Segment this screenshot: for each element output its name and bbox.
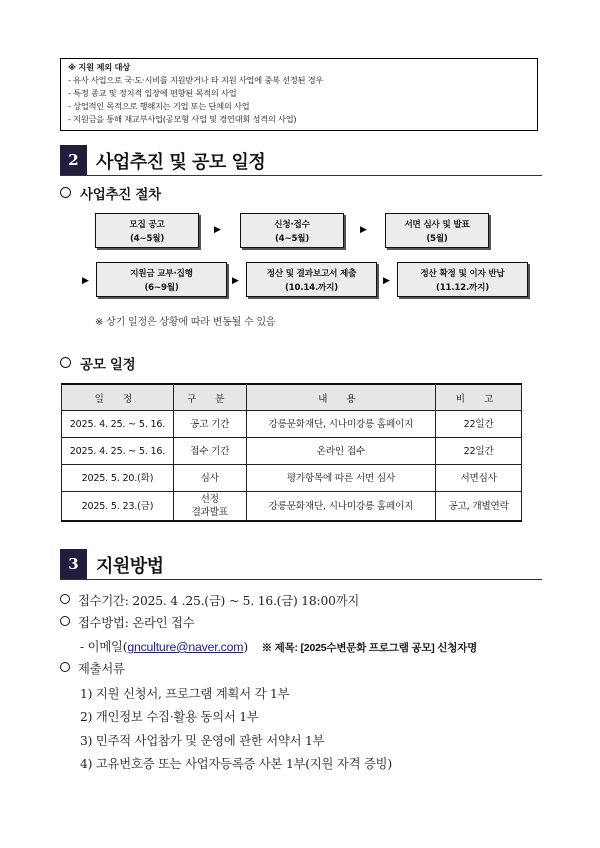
exclusion-title: ※ 지원 제외 대상 <box>68 62 130 72</box>
exclusion-box <box>60 58 538 131</box>
cell-type: 선정 결과발표 <box>173 492 246 522</box>
arrow-right-icon: ▶ <box>232 276 239 286</box>
section-number: 3 <box>60 549 87 579</box>
flow-step-review: 서면 심사 및 발표 (5월) <box>385 213 489 248</box>
header-type: 구 분 <box>173 384 246 411</box>
document-item: 1) 지원 신청서, 프로그램 계획서 각 1부 <box>80 687 290 701</box>
cell-date: 2025. 4. 25. ~ 5. 16. <box>62 438 174 465</box>
email-link[interactable]: gnculture@naver.com <box>127 640 244 654</box>
arrow-right-icon: ▶ <box>383 276 390 286</box>
arrow-right-icon: ▶ <box>214 225 221 235</box>
section-2-header <box>60 145 542 176</box>
exclusion-item: - 특정 종교 및 정치적 입장에 편향된 목적의 사업 <box>68 88 237 98</box>
circle-bullet-icon <box>60 187 71 198</box>
cell-content: 온라인 접수 <box>246 438 436 465</box>
flow-step-settlement-report: 정산 및 결과보고서 제출 (10.14.까지) <box>246 262 377 297</box>
cell-type: 공고 기간 <box>173 411 246 438</box>
document-item: 4) 고유번호증 또는 사업자등록증 사본 1부(지원 자격 증빙) <box>80 757 392 771</box>
email-subject: ※ 제목: [2025수변문화 프로그램 공모] 신청자명 <box>261 642 478 654</box>
circle-bullet-icon <box>60 594 70 604</box>
table-row <box>62 465 522 492</box>
flow-step-apply: 신청·접수 (4~5월) <box>240 213 344 248</box>
header-content: 내 용 <box>246 384 436 411</box>
circle-bullet-icon <box>60 357 71 368</box>
section-title: 사업추진 및 공모 일정 <box>96 152 266 173</box>
exclusion-item: - 상업적인 목적으로 행해지는 기업 또는 단체의 사업 <box>68 101 250 111</box>
cell-note: 22일간 <box>436 411 522 438</box>
cell-date: 2025. 4. 25. ~ 5. 16. <box>62 411 174 438</box>
email-line: - 이메일(gnculture@naver.com) ※ 제목: [2025수변문화 프로그램 공모] 신청자명 <box>80 640 478 654</box>
arrow-right-icon: ▶ <box>82 276 89 286</box>
section-number: 2 <box>60 145 87 175</box>
table-row <box>62 438 522 465</box>
arrow-right-icon: ▶ <box>360 225 367 235</box>
flow-step-settlement-confirm: 정산 확정 및 이자 반납 (11.12.까지) <box>397 262 528 297</box>
exclusion-item: - 지원금을 통해 재교부사업(공모형 사업 및 경연대회 성격의 사업) <box>68 114 297 124</box>
header-note: 비 고 <box>436 384 522 411</box>
procedure-heading: 사업추진 절차 <box>60 183 161 203</box>
table-row <box>62 492 522 522</box>
schedule-note: ※ 상기 일정은 상황에 따라 변동될 수 있음 <box>95 317 276 328</box>
documents-heading: 제출서류 <box>60 659 125 677</box>
cell-type: 심사 <box>173 465 246 492</box>
cell-note: 서면심사 <box>436 465 522 492</box>
flow-step-recruit: 모집 공고 (4~5월) <box>95 213 199 248</box>
section-3-header <box>60 549 542 580</box>
section-title: 지원방법 <box>96 556 164 577</box>
circle-bullet-icon <box>60 616 70 626</box>
cell-date: 2025. 5. 20.(화) <box>62 465 174 492</box>
cell-date: 2025. 5. 23.(금) <box>62 492 174 522</box>
cell-content: 평가항목에 따른 서면 심사 <box>246 465 436 492</box>
cell-content: 강릉문화재단, 시나미강릉 홈페이지 <box>246 492 436 522</box>
schedule-table <box>61 383 522 522</box>
flow-step-grant: 지원금 교부·집행 (6~9월) <box>96 262 227 297</box>
document-item: 2) 개인정보 수집·활용 동의서 1부 <box>80 710 259 724</box>
document-item: 3) 민주적 사업참가 및 운영에 관한 서약서 1부 <box>80 734 325 748</box>
cell-note: 공고, 개별연락 <box>436 492 522 522</box>
application-method: 접수방법: 온라인 접수 <box>60 613 194 631</box>
circle-bullet-icon <box>60 662 70 672</box>
exclusion-item: - 유사 사업으로 국·도·시비를 지원받거나 타 지원 사업에 중복 선정된 경우 <box>68 75 324 85</box>
cell-note: 22일간 <box>436 438 522 465</box>
cell-type: 접수 기간 <box>173 438 246 465</box>
table-header-row <box>62 384 522 411</box>
schedule-heading: 공모 일정 <box>60 353 135 373</box>
cell-content: 강릉문화재단, 시나미강릉 홈페이지 <box>246 411 436 438</box>
application-period: 접수기간: 2025. 4 .25.(금) ~ 5. 16.(금) 18:00까지 <box>60 591 359 609</box>
table-row <box>62 411 522 438</box>
header-date: 일 정 <box>62 384 174 411</box>
